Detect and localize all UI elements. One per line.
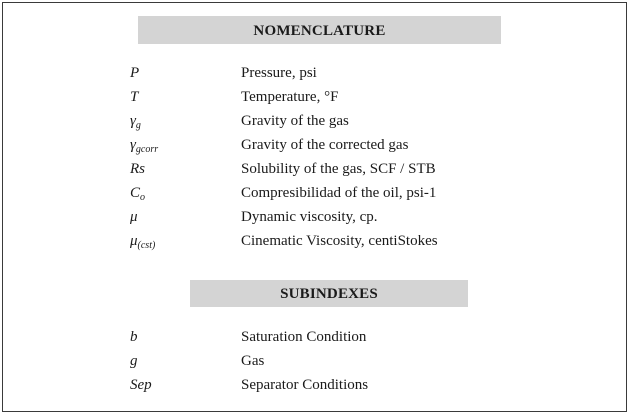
definition-saturation: Saturation Condition (241, 329, 367, 345)
symbol-pressure: P (130, 65, 140, 81)
definition-solubility: Solubility of the gas, SCF / STB (241, 161, 436, 177)
definition-compressibility: Compresibilidad of the oil, psi-1 (241, 185, 437, 201)
nomenclature-row (3, 113, 628, 135)
symbol-corrected-gas-gravity: $\gamma_{gcorr}$ (130, 137, 159, 155)
nomenclature-row (3, 185, 628, 207)
symbol-solubility: Rs (130, 161, 145, 177)
subindex-row (3, 329, 628, 351)
subindexes-header: SUBINDEXES (190, 280, 468, 307)
nomenclature-row (3, 65, 628, 87)
symbol-compressibility: $C_o$ (130, 185, 146, 203)
symbol-gas-gravity: $\gamma_g$ (130, 113, 141, 131)
definition-cinematic-viscosity: Cinematic Viscosity, centiStokes (241, 233, 438, 249)
definition-gas: Gas (241, 353, 265, 369)
subindex-row (3, 353, 628, 375)
symbol-cinematic-viscosity: $\mu_{(cst)}$ (130, 233, 156, 251)
symbol-gas: g (130, 353, 138, 369)
definition-corrected-gas-gravity: Gravity of the corrected gas (241, 137, 409, 153)
definition-dynamic-viscosity: Dynamic viscosity, cp. (241, 209, 378, 225)
definition-gas-gravity: Gravity of the gas (241, 113, 349, 129)
subindex-row (3, 377, 628, 399)
nomenclature-row (3, 89, 628, 111)
definition-pressure: Pressure, psi (241, 65, 317, 81)
nomenclature-row (3, 209, 628, 231)
symbol-saturation: b (130, 329, 138, 345)
nomenclature-row (3, 161, 628, 183)
definition-separator: Separator Conditions (241, 377, 369, 393)
nomenclature-header: NOMENCLATURE (138, 16, 501, 44)
nomenclature-row (3, 137, 628, 159)
symbol-separator: Sep (130, 377, 152, 393)
nomenclature-frame (2, 2, 627, 412)
symbol-dynamic-viscosity: μ (130, 209, 138, 225)
symbol-temperature: T (130, 89, 139, 105)
definition-temperature: Temperature, °F (241, 89, 339, 105)
nomenclature-row (3, 233, 628, 255)
